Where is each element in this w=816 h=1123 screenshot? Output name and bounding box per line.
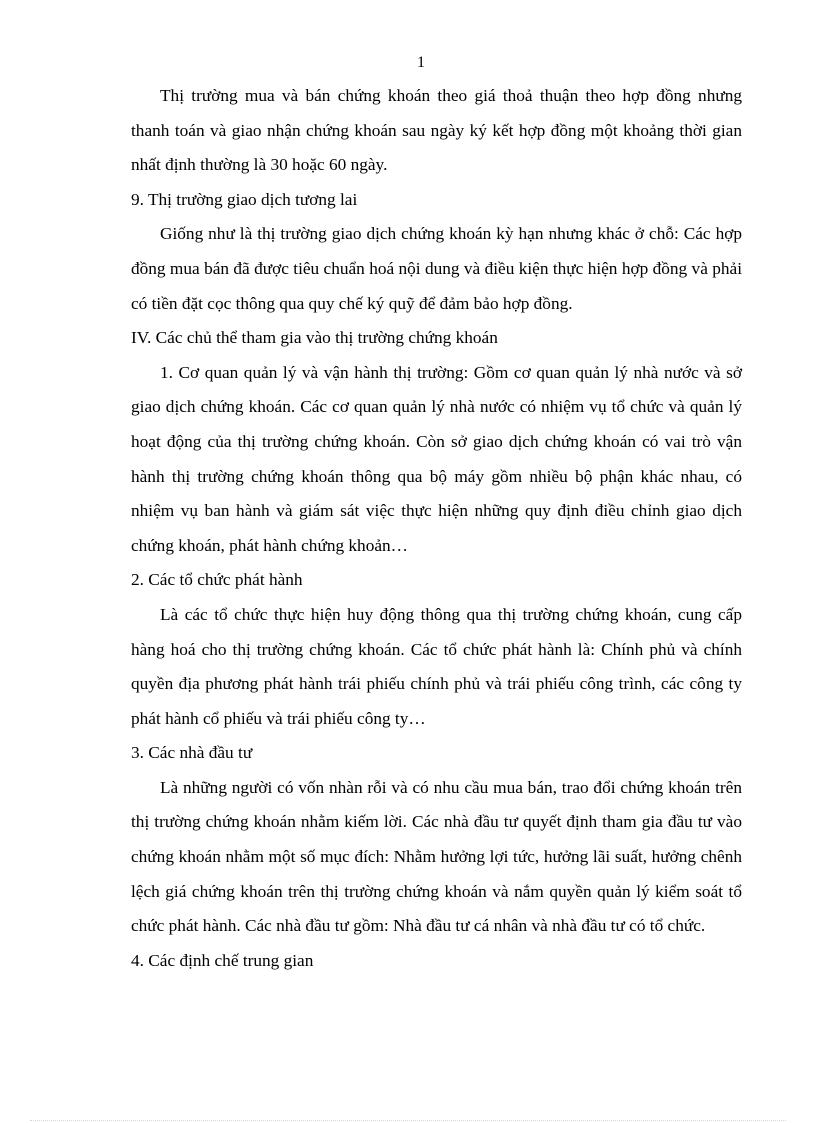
paragraph-issuers: Là các tổ chức thực hiện huy động thông qua thị trường chứng khoán, cung cấp hàng hoá cho thị trường chứng khoán. Các tổ chức phát hành là: Chính phủ và chính quyền địa phương phát hành trái phiếu chính phủ và trái phiếu công trình, các công ty phát hành cổ phiếu và trái phiếu công ty…: [131, 604, 742, 728]
heading-intermediaries: 4. Các định chế trung gian: [131, 950, 314, 970]
document-body: [131, 79, 742, 978]
heading-market-participants: IV. Các chủ thể tham gia vào thị trường chứng khoán: [131, 328, 498, 348]
page-number: 1: [417, 54, 425, 71]
paragraph-regulators: 1. Cơ quan quản lý và vận hành thị trường: Gồm cơ quan quản lý nhà nước và sở giao dịch chứng khoán. Các cơ quan quản lý nhà nước có nhiệm vụ tổ chức và quản lý hoạt động của thị trường chứng khoán. Còn sở giao dịch chứng khoán có vai trò vận hành thị trường chứng khoán thông qua bộ máy gồm nhiều bộ phận khác nhau, có nhiệm vụ ban hành và giám sát việc thực hiện những quy định điều chỉnh giao dịch chứng khoán, phát hành chứng khoản…: [131, 362, 742, 555]
heading-investors: 3. Các nhà đầu tư: [131, 743, 253, 763]
page-bottom-divider: [30, 1120, 786, 1121]
heading-futures-market: 9. Thị trường giao dịch tương lai: [131, 189, 358, 209]
paragraph-investors: Là những người có vốn nhàn rỗi và có nhu cầu mua bán, trao đổi chứng khoán trên thị trường chứng khoán nhằm kiếm lời. Các nhà đầu tư quyết định tham gia đầu tư vào chứng khoán nhằm một số mục đích: Nhằm hưởng lợi tức, hưởng lãi suất, hưởng chênh lệch giá chứng khoán trên thị trường chứng khoán và nắm quyền quản lý kiểm soát tổ chức phát hành. Các nhà đầu tư gồm: Nhà đầu tư cá nhân và nhà đầu tư có tổ chức.: [131, 777, 742, 936]
paragraph-forward-market: Thị trường mua và bán chứng khoán theo giá thoả thuận theo hợp đồng nhưng thanh toán và giao nhận chứng khoán sau ngày ký kết hợp đồng một khoảng thời gian nhất định thường là 30 hoặc 60 ngày.: [131, 86, 742, 175]
paragraph-futures-market: Giống như là thị trường giao dịch chứng khoán kỳ hạn nhưng khác ở chỗ: Các hợp đồng mua bán đã được tiêu chuẩn hoá nội dung và điều kiện thực hiện hợp đồng và phải có tiền đặt cọc thông qua quy chế ký quỹ để đảm bảo hợp đồng.: [131, 224, 742, 313]
heading-issuers: 2. Các tổ chức phát hành: [131, 570, 303, 590]
